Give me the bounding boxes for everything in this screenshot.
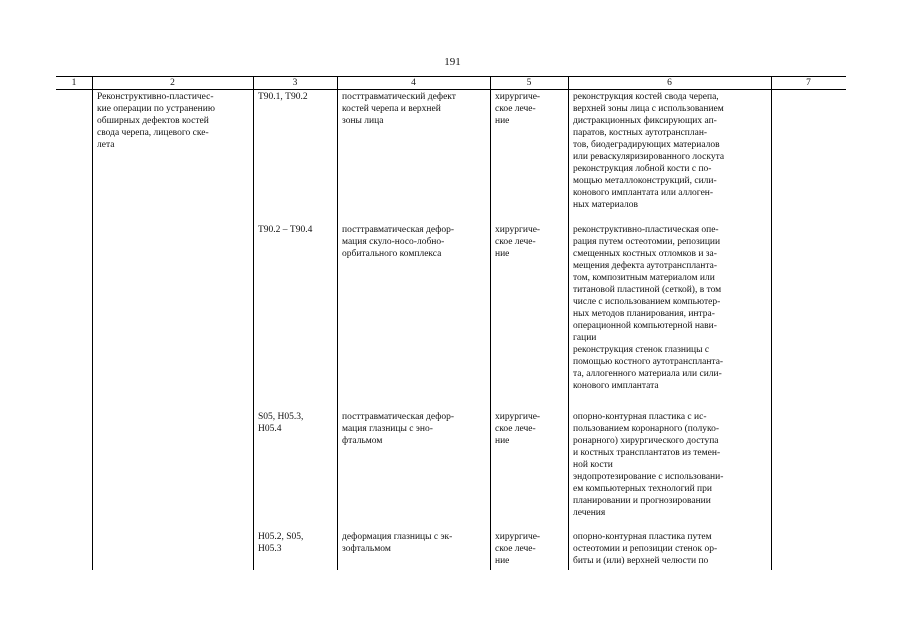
text-line: пользованием коронарного (полуко- [573,424,720,434]
text-line: мация скуло-носо-лобно- [342,237,445,247]
treatment-method-cell [573,531,717,567]
text-line: Т90.1, Т90.2 [258,92,308,102]
column-header-2: 2 [170,78,175,88]
text-line: и костных трансплантатов из темен- [573,448,721,458]
text-line: эндопротезирование с использовани- [573,472,724,482]
text-line: опорно-контурная пластика путем [573,532,712,542]
text-line: Н05.2, S05, [258,532,304,542]
treatment-type-cell [495,531,540,567]
icd-code-cell [258,411,303,435]
text-line: ние [495,249,510,259]
text-line: лечения [573,508,606,518]
text-line: лета [97,140,115,150]
text-line: хирургиче- [495,412,541,422]
text-line: рация путем остеотомии, репозиции [573,237,721,247]
text-line: S05, Н05.3, [258,412,304,422]
text-line: операционной компьютерной нави- [573,321,717,331]
table-header-rule [56,89,846,90]
diagnosis-cell [342,224,454,260]
text-line: ское лече- [495,424,536,434]
column-divider [92,76,93,570]
text-line: мещения дефекта аутотранспланта- [573,261,718,271]
text-line: тов, биодеградирующих материалов [573,140,720,150]
diagnosis-cell [342,411,454,447]
text-line: обширных дефектов костей [97,116,209,126]
text-line: фтальмом [342,436,383,446]
icd-code-cell [258,531,303,555]
text-line: конового имплантата [573,381,659,391]
text-line: конового имплантата или аллоген- [573,188,714,198]
text-line: реконструкция костей свода черепа, [573,92,719,102]
text-line: опорно-контурная пластика с ис- [573,412,707,422]
text-line: смещенных костных отломков и за- [573,249,717,259]
icd-code-cell [258,224,312,236]
text-line: ных методов планирования, интра- [573,309,715,319]
intervention-name-cell [97,91,215,151]
diagnosis-cell [342,91,456,127]
text-line: ское лече- [495,544,536,554]
text-line: Реконструктивно-пластичес- [97,92,214,102]
text-line: костей черепа и верхней [342,104,441,114]
treatment-type-cell [495,224,540,260]
text-line: остеотомии и репозиции стенок ор- [573,544,718,554]
treatment-type-cell [495,411,540,447]
text-line: гации [573,333,597,343]
text-line: реконструкция стенок глазницы с [573,345,710,355]
text-line: ной кости [573,460,613,470]
text-line: Н05.3 [258,544,282,554]
text-line: кие операции по устранению [97,104,215,114]
icd-code-cell [258,91,308,103]
text-line: хирургиче- [495,92,541,102]
text-line: дистракционных фиксирующих ап- [573,116,717,126]
treatment-type-cell [495,91,540,127]
text-line: ское лече- [495,104,536,114]
text-line: зофтальмом [342,544,391,554]
text-line: Н05.4 [258,424,282,434]
treatment-method-cell [573,91,724,211]
text-line: ние [495,556,510,566]
treatment-method-cell [573,224,723,392]
text-line: или реваскуляризированного лоскута [573,152,725,162]
text-line: ние [495,436,510,446]
text-line: хирургиче- [495,532,541,542]
column-divider [771,76,772,570]
column-header-5: 5 [526,78,532,88]
column-header-1: 1 [71,78,77,88]
text-line: Т90.2 – Т90.4 [258,225,313,235]
text-line: мация глазницы с эно- [342,424,433,434]
text-line: том, композитным материалом или [573,273,715,283]
text-line: мощью металлоконструкций, сили- [573,176,717,186]
text-line: ных материалов [573,200,638,210]
text-line: та, аллогенного материала или сили- [573,369,722,379]
text-line: титановой пластиной (сеткой), в том [573,285,722,295]
text-line: зоны лица [342,116,384,126]
text-line: посттравматический дефект [342,92,456,102]
text-line: хирургиче- [495,225,541,235]
column-header-4: 4 [411,78,416,88]
column-divider [490,76,491,570]
text-line: деформация глазницы с эк- [342,532,453,542]
column-header-6: 6 [667,78,672,88]
column-divider [568,76,569,570]
text-line: посттравматическая дефор- [342,412,455,422]
text-line: реконструктивно-пластическая опе- [573,225,719,235]
text-line: биты и (или) верхней челюсти по [573,556,709,566]
page-number: 191 [444,56,461,68]
column-divider [337,76,338,570]
text-line: орбитального комплекса [342,249,442,259]
text-line: паратов, костных аутотрансплан- [573,128,708,138]
column-header-7: 7 [806,78,811,88]
text-line: верхней зоны лица с использованием [573,104,724,114]
text-line: ние [495,116,510,126]
text-line: помощью костного аутотранспланта- [573,357,724,367]
diagnosis-cell [342,531,452,555]
text-line: планировании и прогнозировании [573,496,711,506]
text-line: реконструкция лобной кости с по- [573,164,712,174]
text-line: свода черепа, лицевого ске- [97,128,209,138]
text-line: ем компьютерных технологий при [573,484,712,494]
text-line: числе с использованием компьютер- [573,297,721,307]
text-line: посттравматическая дефор- [342,225,455,235]
column-divider [253,76,254,570]
text-line: ское лече- [495,237,536,247]
treatment-method-cell [573,411,723,519]
text-line: ронарного) хирургического доступа [573,436,719,446]
column-header-3: 3 [292,78,298,88]
